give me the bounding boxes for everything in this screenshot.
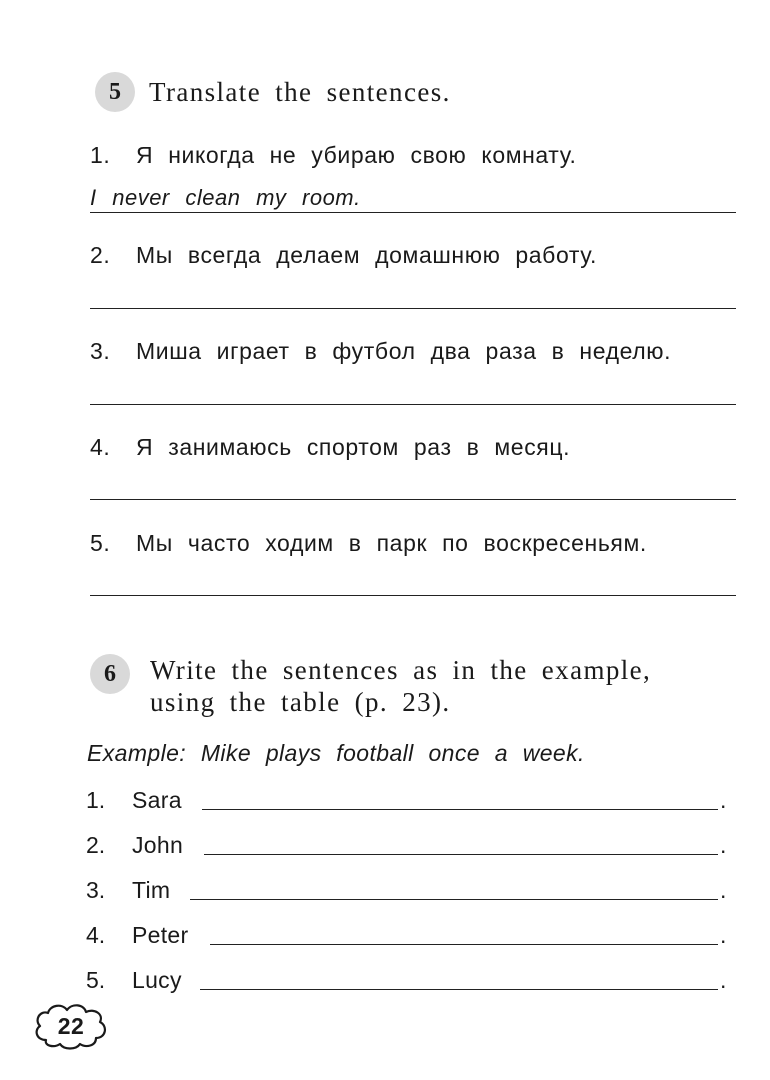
answer-line[interactable] (210, 944, 718, 945)
item-number: 4. (90, 434, 111, 460)
handwritten-answer: I never clean my room. (90, 185, 361, 210)
sentence-text: Я никогда не убираю свою комнату. (136, 142, 577, 168)
write-row-4 (86, 921, 736, 949)
item-number: 5. (90, 530, 111, 556)
exercise-5-header (95, 72, 451, 112)
sentence-4 (90, 434, 570, 461)
answer-line-1[interactable] (90, 186, 736, 213)
write-row-2 (86, 831, 736, 859)
row-period: . (720, 832, 727, 858)
answer-line-5[interactable] (90, 569, 736, 596)
sentence-text: Я занимаюсь спортом раз в месяц. (136, 434, 571, 460)
answer-line-4[interactable] (90, 473, 736, 500)
exercise-title (150, 654, 651, 718)
exercise-number-badge: 6 (90, 654, 130, 694)
row-name: Lucy (132, 967, 182, 993)
row-period: . (720, 877, 727, 903)
answer-line[interactable] (202, 809, 718, 810)
item-number: 2. (90, 242, 111, 268)
row-name: Peter (132, 922, 189, 948)
item-number: 2. (86, 832, 106, 858)
answer-line[interactable] (190, 899, 718, 900)
answer-line-2[interactable] (90, 282, 736, 309)
exercise-title-line-2: using the table (p. 23). (150, 687, 451, 717)
sentence-text: Мы часто ходим в парк по воскресеньям. (136, 530, 647, 556)
page-number: 22 (57, 1012, 85, 1039)
row-period: . (720, 967, 727, 993)
answer-line[interactable] (204, 854, 718, 855)
row-name: John (132, 832, 184, 858)
example-sentence: Example: Mike plays football once a week. (87, 740, 585, 766)
item-number: 4. (86, 922, 106, 948)
sentence-text: Миша играет в футбол два раза в неделю. (136, 338, 672, 364)
sentence-text: Мы всегда делаем домашнюю работу. (136, 242, 598, 268)
answer-line-3[interactable] (90, 378, 736, 405)
write-row-5 (86, 966, 736, 994)
row-name: Sara (132, 787, 182, 813)
item-number: 1. (90, 142, 111, 168)
row-period: . (720, 787, 727, 813)
row-name: Tim (132, 877, 171, 903)
exercise-6-header (90, 654, 651, 718)
exercise-title: Translate the sentences. (149, 77, 451, 107)
sentence-3 (90, 338, 671, 365)
row-period: . (720, 922, 727, 948)
item-number: 3. (90, 338, 111, 364)
exercise-number-badge: 5 (95, 72, 135, 112)
page-number-badge (32, 1000, 110, 1052)
sentence-1 (90, 142, 577, 169)
sentence-2 (90, 242, 597, 269)
answer-line[interactable] (200, 989, 718, 990)
item-number: 5. (86, 967, 106, 993)
write-row-3 (86, 876, 736, 904)
write-row-1 (86, 786, 736, 814)
exercise-title-line-1: Write the sentences as in the example, (150, 655, 652, 685)
item-number: 1. (86, 787, 106, 813)
item-number: 3. (86, 877, 106, 903)
sentence-5 (90, 530, 647, 557)
